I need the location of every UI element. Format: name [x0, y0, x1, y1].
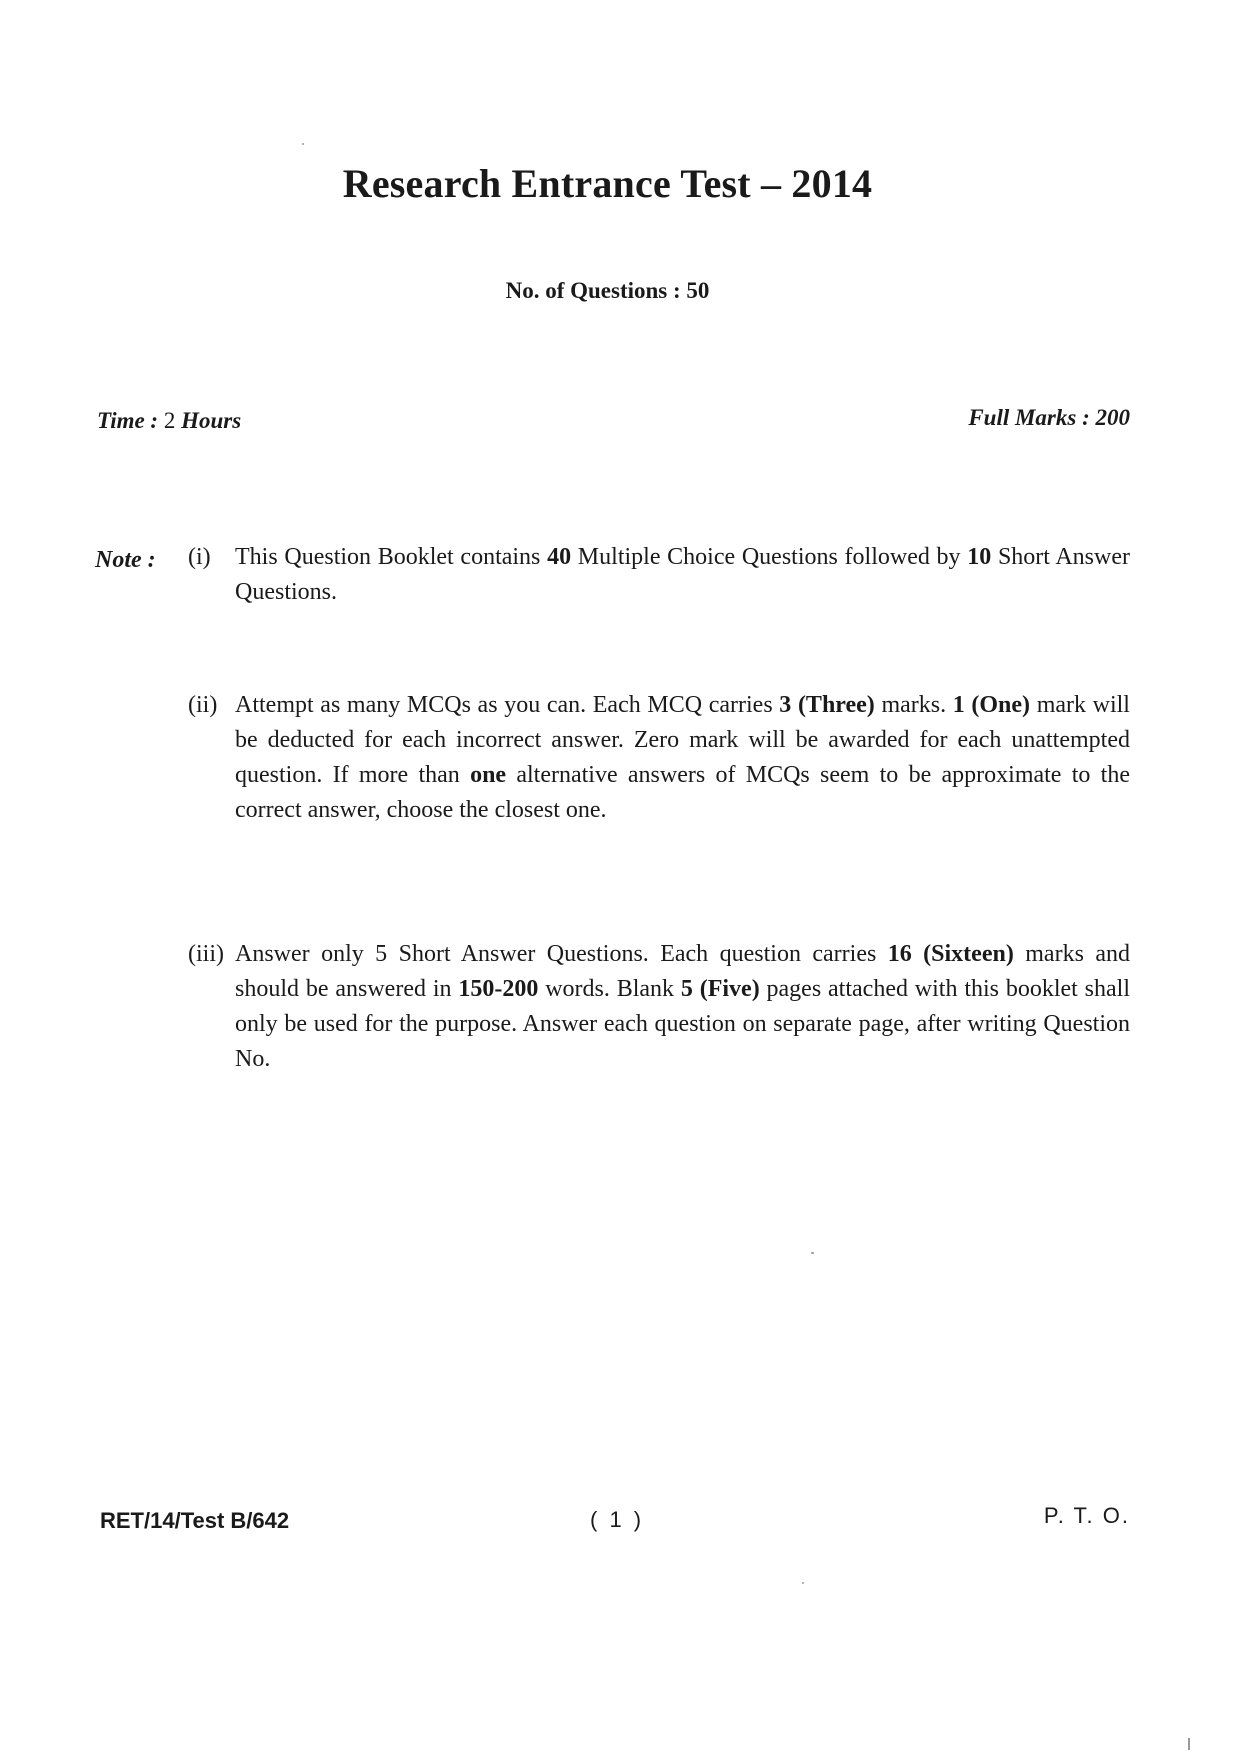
number-of-questions [0, 278, 1215, 304]
text-run: Answer only 5 Short Answer Questions. Each question carries [235, 941, 888, 967]
marks-value: 200 [1095, 405, 1130, 430]
text-run: Short Answer Questions. [235, 544, 1130, 605]
questions-label: No. of Questions : [505, 278, 681, 303]
note-item-number: (ii) [188, 692, 218, 718]
scan-speck [302, 143, 304, 145]
note-item-number: (i) [188, 544, 211, 570]
please-turn-over: P. T. O. [1043, 1503, 1130, 1528]
note-item-number: (iii) [188, 941, 224, 967]
note-item-text [235, 688, 1130, 828]
scan-speck [811, 1252, 814, 1254]
text-run: marks and should be answered in [235, 941, 1130, 1002]
scan-speck [802, 1582, 804, 1584]
emphasis-run: 1 (One) [952, 692, 1031, 718]
note-item-text [235, 937, 1130, 1077]
emphasis-run: 3 (Three) [779, 692, 875, 718]
scan-speck [1188, 1738, 1190, 1750]
full-marks [968, 405, 1130, 431]
text-run: Multiple Choice Questions followed by [571, 544, 968, 570]
time-value: 2 [163, 408, 176, 433]
text-run: marks. [874, 692, 953, 718]
booklet-code: RET/14/Test B/642 [100, 1508, 290, 1533]
time-allowed [97, 408, 241, 434]
emphasis-run: 16 (Sixteen) [887, 941, 1014, 967]
page-number: ( 1 ) [590, 1507, 645, 1532]
emphasis-run: 40 [547, 544, 572, 570]
text-run: Attempt as many MCQs as you can. Each MCQ carries [235, 692, 780, 718]
note-label: Note : [95, 547, 156, 573]
marks-label: Full Marks : [968, 405, 1090, 430]
time-unit: Hours [181, 408, 242, 433]
note-item-2 [188, 688, 1130, 868]
emphasis-run: 5 (Five) [680, 976, 760, 1002]
text-run: words. Blank [538, 976, 681, 1002]
text-run: alternative answers of MCQs seem to be approximate to the correct answer, choose the closest one. [235, 762, 1130, 823]
note-item-1 [188, 540, 1130, 620]
note-item-3 [188, 937, 1130, 1087]
page-title: Research Entrance Test – 2014 [342, 161, 873, 206]
emphasis-run: one [470, 762, 507, 788]
questions-value: 50 [686, 278, 710, 303]
time-label: Time : [97, 408, 159, 433]
text-run: This Question Booklet contains [235, 544, 548, 570]
text-run: mark will be deducted for each incorrect answer. Zero mark will be awarded for each unattempted question. If more than [235, 692, 1130, 788]
text-run: pages attached with this booklet shall only be used for the purpose. Answer each question on separate page, after writing Question No. [235, 976, 1131, 1072]
note-item-text [235, 540, 1130, 610]
emphasis-run: 10 [967, 544, 992, 570]
emphasis-run: 150-200 [458, 976, 539, 1002]
